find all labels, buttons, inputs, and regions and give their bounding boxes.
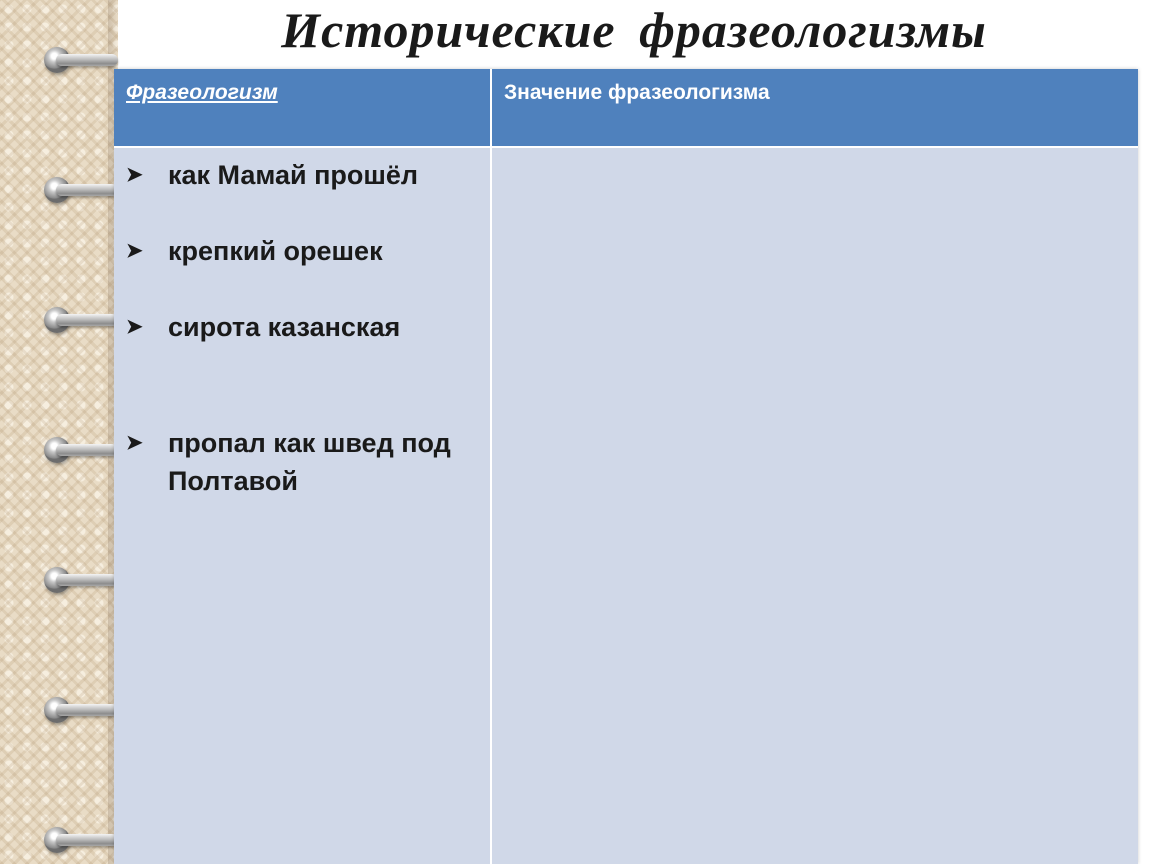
header-cell-meaning <box>492 69 1138 148</box>
binder-ring-icon <box>44 177 116 203</box>
list-item <box>126 424 482 500</box>
phraseology-table <box>114 69 1138 864</box>
binder-ring-icon <box>44 697 116 723</box>
header-label-phraseologism[interactable]: Фразеологизм <box>126 81 278 104</box>
binder-ring-icon <box>44 827 116 853</box>
header-cell-phraseologism <box>114 69 492 148</box>
phraseologism-list-cell <box>114 148 492 864</box>
list-item <box>126 232 482 270</box>
arrowhead-bullet-icon: ➤ <box>126 164 143 186</box>
list-item-text: сирота казанская <box>168 312 401 342</box>
list-item-text: пропал как швед под Полтавой <box>168 428 451 496</box>
slide-title: Исторические фразеологизмы <box>281 2 987 58</box>
binder-ring-icon <box>44 567 116 593</box>
arrowhead-bullet-icon: ➤ <box>126 316 143 338</box>
decorative-left-strip <box>0 0 118 864</box>
list-item <box>126 156 482 194</box>
list-item-text: как Мамай прошёл <box>168 160 419 190</box>
binder-ring-icon <box>44 437 116 463</box>
binder-ring-icon <box>44 307 116 333</box>
binder-ring-icon <box>44 47 116 73</box>
arrowhead-bullet-icon: ➤ <box>126 240 143 262</box>
meaning-cell-empty <box>492 148 1138 864</box>
arrowhead-bullet-icon: ➤ <box>126 432 143 454</box>
list-item <box>126 308 482 346</box>
list-item-text: крепкий орешек <box>168 236 383 266</box>
header-label-meaning: Значение фразеологизма <box>504 81 770 104</box>
